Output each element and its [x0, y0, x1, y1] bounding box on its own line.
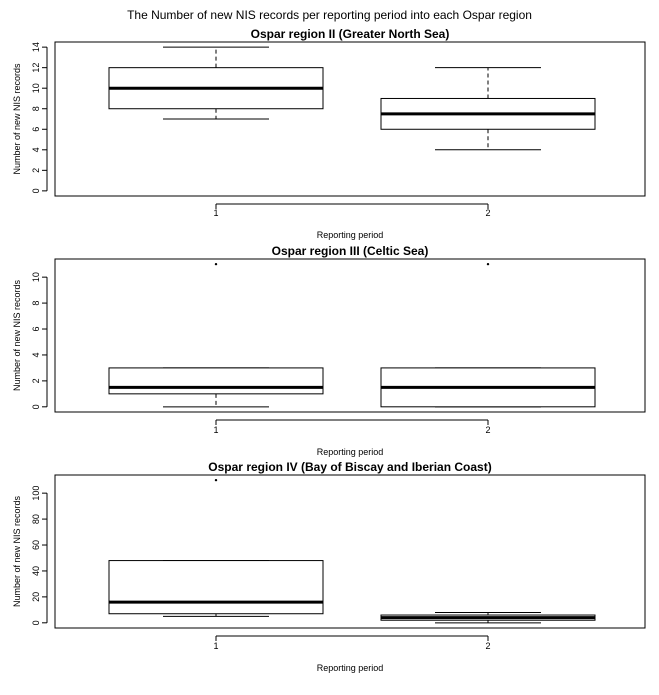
- x-axis-label: Reporting period: [316, 230, 384, 240]
- y-tick-label: 2: [31, 167, 41, 173]
- y-axis-label: Number of new NIS records: [12, 279, 22, 392]
- x-tick-label: 2: [485, 425, 491, 435]
- box-iqr: [109, 368, 323, 394]
- y-tick-label: 14: [31, 42, 41, 53]
- figure-title: The Number of new NIS records per reporting period into each Ospar region: [127, 8, 532, 22]
- panel-title: Ospar region III (Celtic Sea): [271, 244, 429, 258]
- y-tick-label: 0: [31, 620, 41, 626]
- y-tick-label: 2: [31, 378, 41, 384]
- box-1: [109, 47, 323, 119]
- y-tick-label: 4: [31, 147, 41, 153]
- y-tick-label: 8: [31, 106, 41, 112]
- y-axis-label: Number of new NIS records: [12, 495, 22, 608]
- y-tick-label: 4: [31, 352, 41, 358]
- x-tick-label: 2: [485, 641, 491, 651]
- x-tick-label: 2: [485, 208, 491, 218]
- y-tick-label: 100: [31, 485, 41, 501]
- y-tick-label: 0: [31, 188, 41, 194]
- y-tick-label: 20: [31, 591, 41, 602]
- box-iqr: [109, 561, 323, 614]
- panel-title: Ospar region IV (Bay of Biscay and Iberian Coast): [208, 460, 492, 474]
- panel-2: [12, 244, 645, 457]
- panel-3: [12, 460, 645, 673]
- x-tick-label: 1: [213, 208, 219, 218]
- x-axis-label: Reporting period: [316, 447, 384, 457]
- x-axis-label: Reporting period: [316, 663, 384, 673]
- y-tick-label: 0: [31, 404, 41, 410]
- outlier-point: [487, 263, 489, 265]
- box-2: [381, 68, 595, 150]
- y-tick-label: 6: [31, 326, 41, 332]
- y-tick-label: 10: [31, 83, 41, 94]
- y-tick-label: 10: [31, 272, 41, 283]
- outlier-point: [215, 479, 217, 481]
- box-1: [109, 263, 323, 407]
- y-tick-label: 60: [31, 540, 41, 551]
- y-tick-label: 12: [31, 62, 41, 73]
- y-tick-label: 8: [31, 300, 41, 306]
- panel-title: Ospar region II (Greater North Sea): [250, 27, 450, 41]
- x-tick-label: 1: [213, 425, 219, 435]
- x-tick-label: 1: [213, 641, 219, 651]
- box-2: [381, 263, 595, 407]
- y-tick-label: 80: [31, 514, 41, 525]
- box-2: [381, 612, 595, 622]
- y-axis-label: Number of new NIS records: [12, 63, 22, 175]
- box-1: [109, 479, 323, 616]
- y-tick-label: 40: [31, 565, 41, 576]
- panel-1: [12, 27, 645, 240]
- outlier-point: [215, 263, 217, 265]
- y-tick-label: 6: [31, 126, 41, 132]
